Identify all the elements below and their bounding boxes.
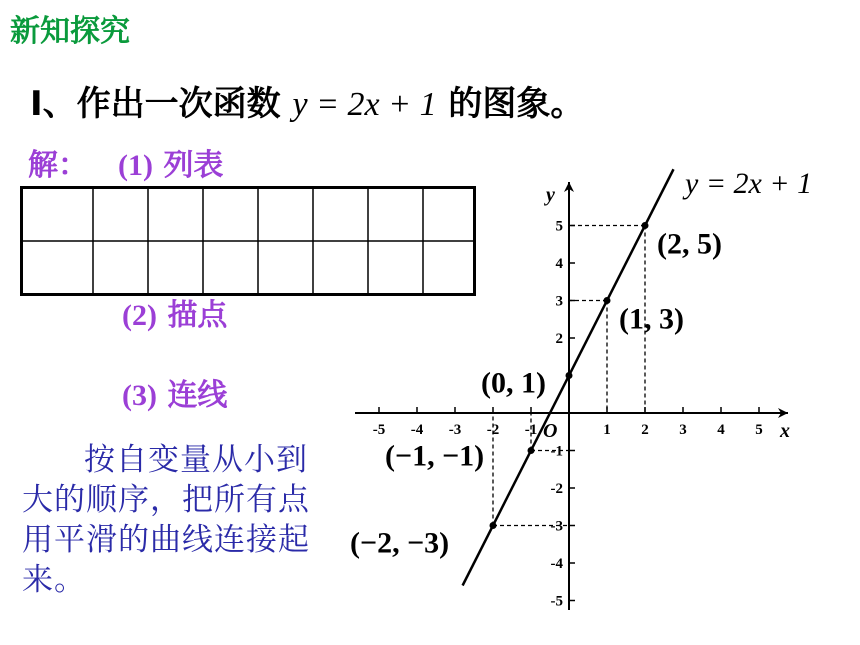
x-tick-label: 1 <box>603 422 611 438</box>
x-tick-label: 4 <box>717 422 725 438</box>
x-tick-label: 2 <box>641 422 649 438</box>
problem-prefix: Ⅰ、作出一次函数 <box>30 84 281 124</box>
section-title: 新知探究 <box>10 14 130 49</box>
step-1-text: 列表 <box>163 148 224 183</box>
point-label: (−2, −3) <box>350 526 450 560</box>
problem-statement <box>30 76 584 125</box>
y-tick-label: 4 <box>555 256 563 272</box>
x-tick-label: -4 <box>410 422 424 438</box>
problem-formula: y = 2x + 1 <box>292 86 437 123</box>
step-3-text: 连线 <box>167 378 228 413</box>
data-point <box>604 297 611 304</box>
problem-suffix: 的图象。 <box>448 84 585 124</box>
data-point <box>528 447 535 454</box>
y-tick-label: -4 <box>550 556 563 572</box>
point-label: (−1, −1) <box>385 439 485 473</box>
step-1 <box>118 140 223 184</box>
x-tick-label: 5 <box>755 422 763 438</box>
y-tick-label: -5 <box>550 593 563 610</box>
line-label: y = 2x + 1 <box>685 167 813 200</box>
explanation-note: 按自变量从小到大的顺序，把所有点用平滑的曲线连接起来。 <box>22 442 310 598</box>
solution-label: 解： <box>28 148 88 183</box>
point-label: (2, 5) <box>657 227 722 261</box>
data-point <box>566 372 573 379</box>
x-tick-label: -3 <box>448 422 462 438</box>
x-tick-label: -2 <box>486 422 500 438</box>
data-point <box>490 522 497 529</box>
y-tick-label: 2 <box>555 331 563 347</box>
x-tick-label: -1 <box>524 422 538 438</box>
y-tick-label: -3 <box>550 518 563 535</box>
x-ticks <box>373 407 763 438</box>
point-label: (1, 3) <box>619 302 684 336</box>
x-tick-label: 3 <box>679 422 687 438</box>
y-axis-label: y <box>546 184 555 206</box>
x-tick-label: -5 <box>372 422 386 438</box>
function-graph <box>340 160 840 620</box>
y-tick-label: -1 <box>550 443 563 460</box>
y-tick-label: 5 <box>555 218 563 235</box>
data-point <box>642 222 649 229</box>
step-1-number: (1) <box>118 149 153 182</box>
y-tick-label: 3 <box>555 293 563 310</box>
origin-label: O <box>543 420 558 442</box>
point-label: (0, 1) <box>481 366 546 400</box>
points <box>350 222 722 560</box>
step-2-text: 描点 <box>167 298 228 333</box>
step-3-number: (3) <box>122 379 157 412</box>
step-3 <box>122 370 227 414</box>
step-2 <box>122 290 227 334</box>
step-2-number: (2) <box>122 299 157 332</box>
y-tick-label: -2 <box>550 481 563 497</box>
x-axis-label: x <box>780 420 790 442</box>
